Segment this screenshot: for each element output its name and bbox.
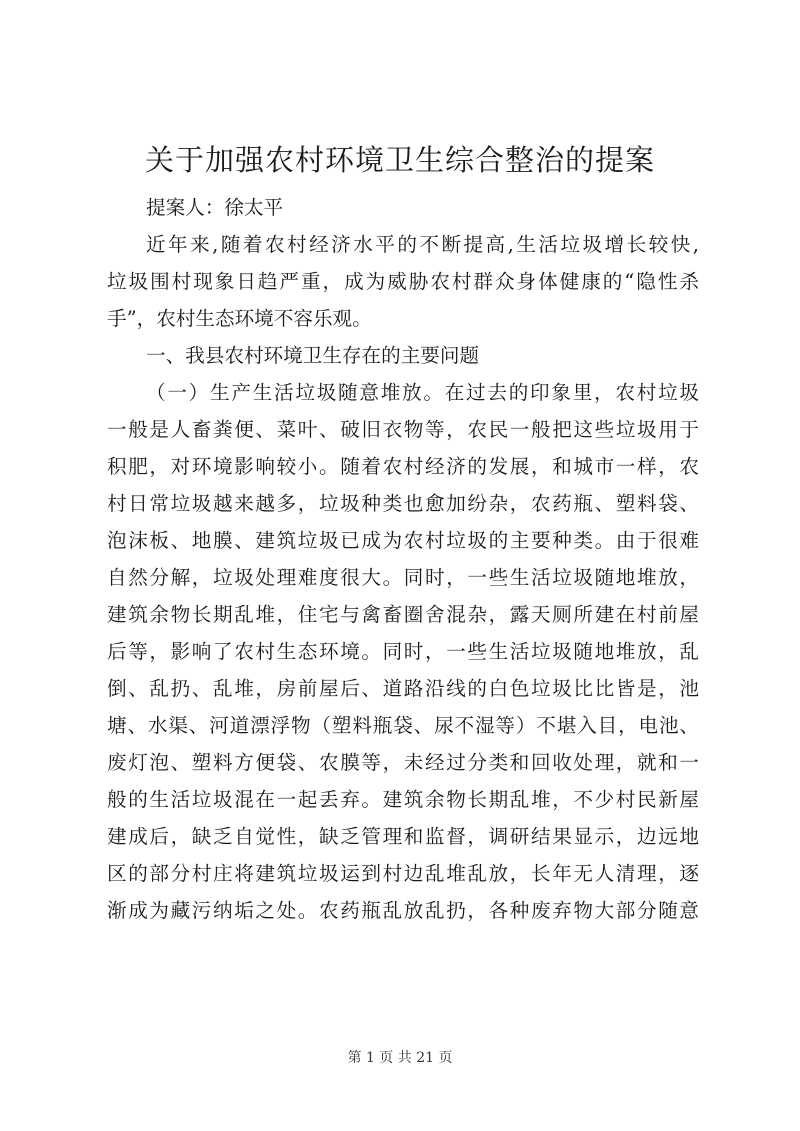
paragraph-line: 建成后，缺乏自觉性，缺乏管理和监督，调研结果显示，边远地 (107, 825, 699, 848)
paragraph-line: 泡沫板、地膜、建筑垃圾已成为农村垃圾的主要种类。由于很难 (107, 529, 699, 552)
paragraph-line: 一般是人畜粪便、菜叶、破旧衣物等，农民一般把这些垃圾用于 (107, 418, 699, 441)
paragraph-line: 垃圾围村现象日趋严重，成为威胁农村群众身体健康的“隐性杀 (107, 270, 699, 293)
paragraph-line: 倒、乱扔、乱堆，房前屋后、道路沿线的白色垃圾比比皆是，池 (107, 677, 699, 700)
paragraph-line: 自然分解，垃圾处理难度很大。同时，一些生活垃圾随地堆放， (107, 566, 699, 589)
page-number-footer: 第 1 页 共 21 页 (347, 1050, 453, 1066)
paragraph-line: 建筑余物长期乱堆，住宅与禽畜圈舍混杂，露天厕所建在村前屋 (107, 603, 699, 626)
paragraph-line: 渐成为藏污纳垢之处。农药瓶乱放乱扔，各种废弃物大部分随意 (107, 899, 699, 922)
paragraph-line: 塘、水渠、河道漂浮物（塑料瓶袋、尿不湿等）不堪入目，电池、 (107, 714, 699, 737)
paragraph-line: 近年来,随着农村经济水平的不断提高,生活垃圾增长较快, (146, 233, 699, 256)
document-title: 关于加强农村环境卫生综合整治的提案 (144, 143, 655, 177)
paragraph-line: 般的生活垃圾混在一起丢弃。建筑余物长期乱堆，不少村民新屋 (107, 788, 699, 811)
paragraph-line: 手”，农村生态环境不容乐观。 (107, 307, 372, 330)
paragraph-line: 积肥，对环境影响较小。随着农村经济的发展，和城市一样，农 (107, 455, 699, 478)
document-body (107, 189, 699, 929)
paragraph-line: 后等，影响了农村生态环境。同时，一些生活垃圾随地堆放，乱 (107, 640, 699, 663)
section-heading: 一、我县农村环境卫生存在的主要问题 (146, 344, 480, 367)
proposer-line: 提案人：徐太平 (146, 196, 284, 219)
paragraph-line: 村日常垃圾越来越多，垃圾种类也愈加纷杂，农药瓶、塑料袋、 (107, 492, 699, 515)
paragraph-line: （一）生产生活垃圾随意堆放。在过去的印象里，农村垃圾 (146, 381, 699, 404)
paragraph-line: 废灯泡、塑料方便袋、农膜等，未经过分类和回收处理，就和一 (107, 751, 699, 774)
paragraph-line: 区的部分村庄将建筑垃圾运到村边乱堆乱放，长年无人清理，逐 (107, 862, 699, 885)
